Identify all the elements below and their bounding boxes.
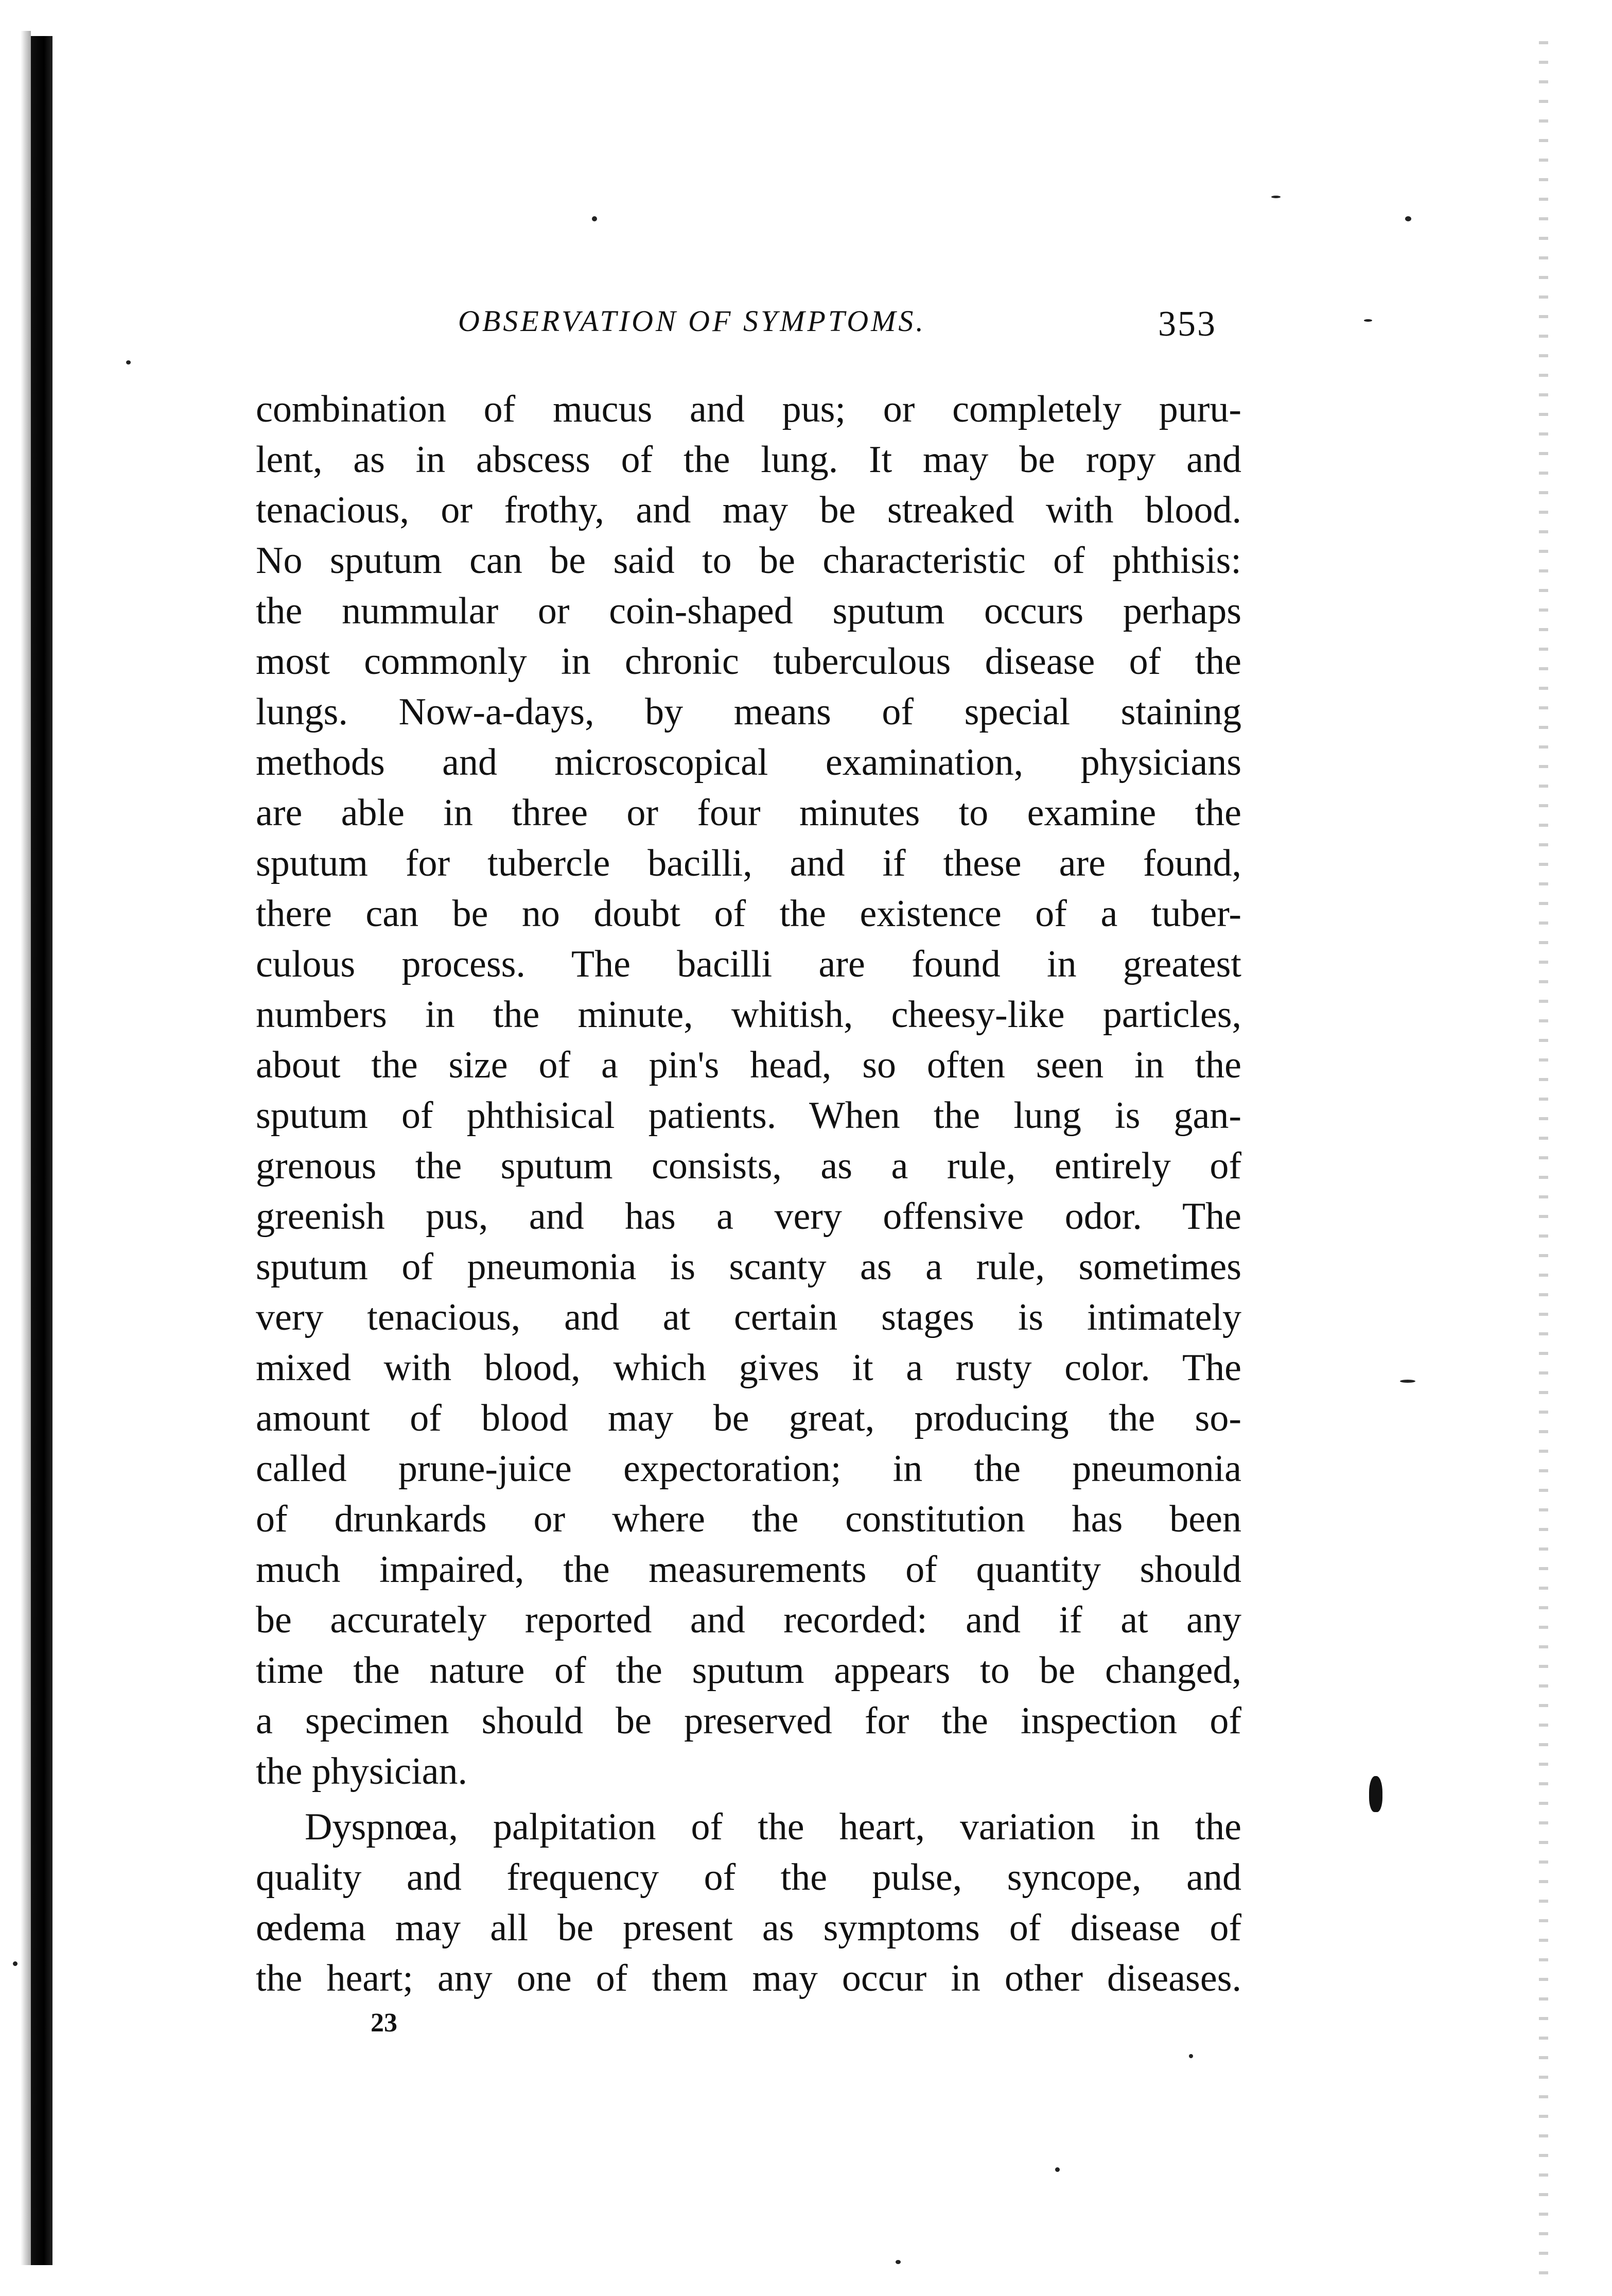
text-line: culous process. The bacilli are found in greatest — [256, 943, 1241, 985]
text-line: about the size of a pin's head, so often seen in the — [256, 1044, 1241, 1086]
text-line: numbers in the minute, whitish, cheesy-like particles, — [256, 994, 1241, 1036]
text-line: grenous the sputum consists, as a rule, entirely of — [256, 1145, 1241, 1187]
text-line: the nummular or coin-shaped sputum occurs perhaps — [256, 590, 1241, 632]
text-line: Dyspnœa, palpitation of the heart, variation in the — [305, 1806, 1241, 1848]
text-line: called prune-juice expectoration; in the pneumonia — [256, 1448, 1241, 1490]
text-line: the heart; any one of them may occur in other diseases. — [256, 1957, 1241, 1999]
paragraph — [256, 384, 1241, 1797]
ink-speck — [896, 2260, 901, 2264]
text-line: methods and microscopical examination, physicians — [256, 741, 1241, 784]
text-line: amount of blood may be great, producing the so- — [256, 1397, 1241, 1439]
body-text — [256, 384, 1241, 2004]
paragraph — [256, 1802, 1241, 2004]
text-line: most commonly in chronic tuberculous disease of the — [256, 640, 1241, 683]
binding-edge — [31, 36, 52, 2265]
text-line: be accurately reported and recorded: and if at any — [256, 1599, 1241, 1641]
binding-shadow — [21, 31, 31, 2265]
text-line: mixed with blood, which gives it a rusty color. The — [256, 1347, 1241, 1389]
text-line: sputum for tubercle bacilli, and if these are found, — [256, 842, 1241, 884]
text-line: combination of mucus and pus; or completely puru- — [256, 388, 1241, 430]
text-line: lungs. Now-a-days, by means of special staining — [256, 691, 1241, 733]
text-line: are able in three or four minutes to examine the — [256, 792, 1241, 834]
ink-speck — [126, 360, 131, 364]
ink-blot — [1369, 1776, 1382, 1812]
text-line: sputum of phthisical patients. When the lung is gan- — [256, 1094, 1241, 1137]
text-line: tenacious, or frothy, and may be streaked with blood. — [256, 489, 1241, 531]
text-line: a specimen should be preserved for the inspection of — [256, 1700, 1241, 1742]
text-line: œdema may all be present as symptoms of disease of — [256, 1907, 1241, 1949]
ink-speck — [592, 216, 597, 221]
page-number: 353 — [1158, 304, 1217, 344]
page-edge-right — [1539, 41, 1548, 2286]
text-line: very tenacious, and at certain stages is intimately — [256, 1296, 1241, 1338]
signature-mark: 23 — [371, 2008, 397, 2038]
ink-speck — [1055, 2167, 1060, 2172]
ink-speck — [1364, 319, 1372, 322]
text-line: greenish pus, and has a very offensive odor. The — [256, 1195, 1241, 1238]
text-line: of drunkards or where the constitution has been — [256, 1498, 1241, 1540]
text-line: sputum of pneumonia is scanty as a rule, sometimes — [256, 1246, 1241, 1288]
running-head: OBSERVATION OF SYMPTOMS. — [458, 304, 926, 338]
text-line: lent, as in abscess of the lung. It may be ropy and — [256, 439, 1241, 481]
ink-speck — [13, 1961, 17, 1966]
text-line: there can be no doubt of the existence of a tuber- — [256, 893, 1241, 935]
text-line: No sputum can be said to be characteristic of phthisis: — [256, 540, 1241, 582]
text-line: time the nature of the sputum appears to be changed, — [256, 1649, 1241, 1692]
text-line: much impaired, the measurements of quantity should — [256, 1549, 1241, 1591]
ink-speck — [1400, 1380, 1415, 1383]
ink-speck — [1189, 2054, 1193, 2058]
text-line: the physician. — [256, 1750, 468, 1793]
ink-speck — [1405, 216, 1411, 221]
text-line: quality and frequency of the pulse, syncope, and — [256, 1856, 1241, 1899]
ink-speck — [1271, 196, 1281, 198]
